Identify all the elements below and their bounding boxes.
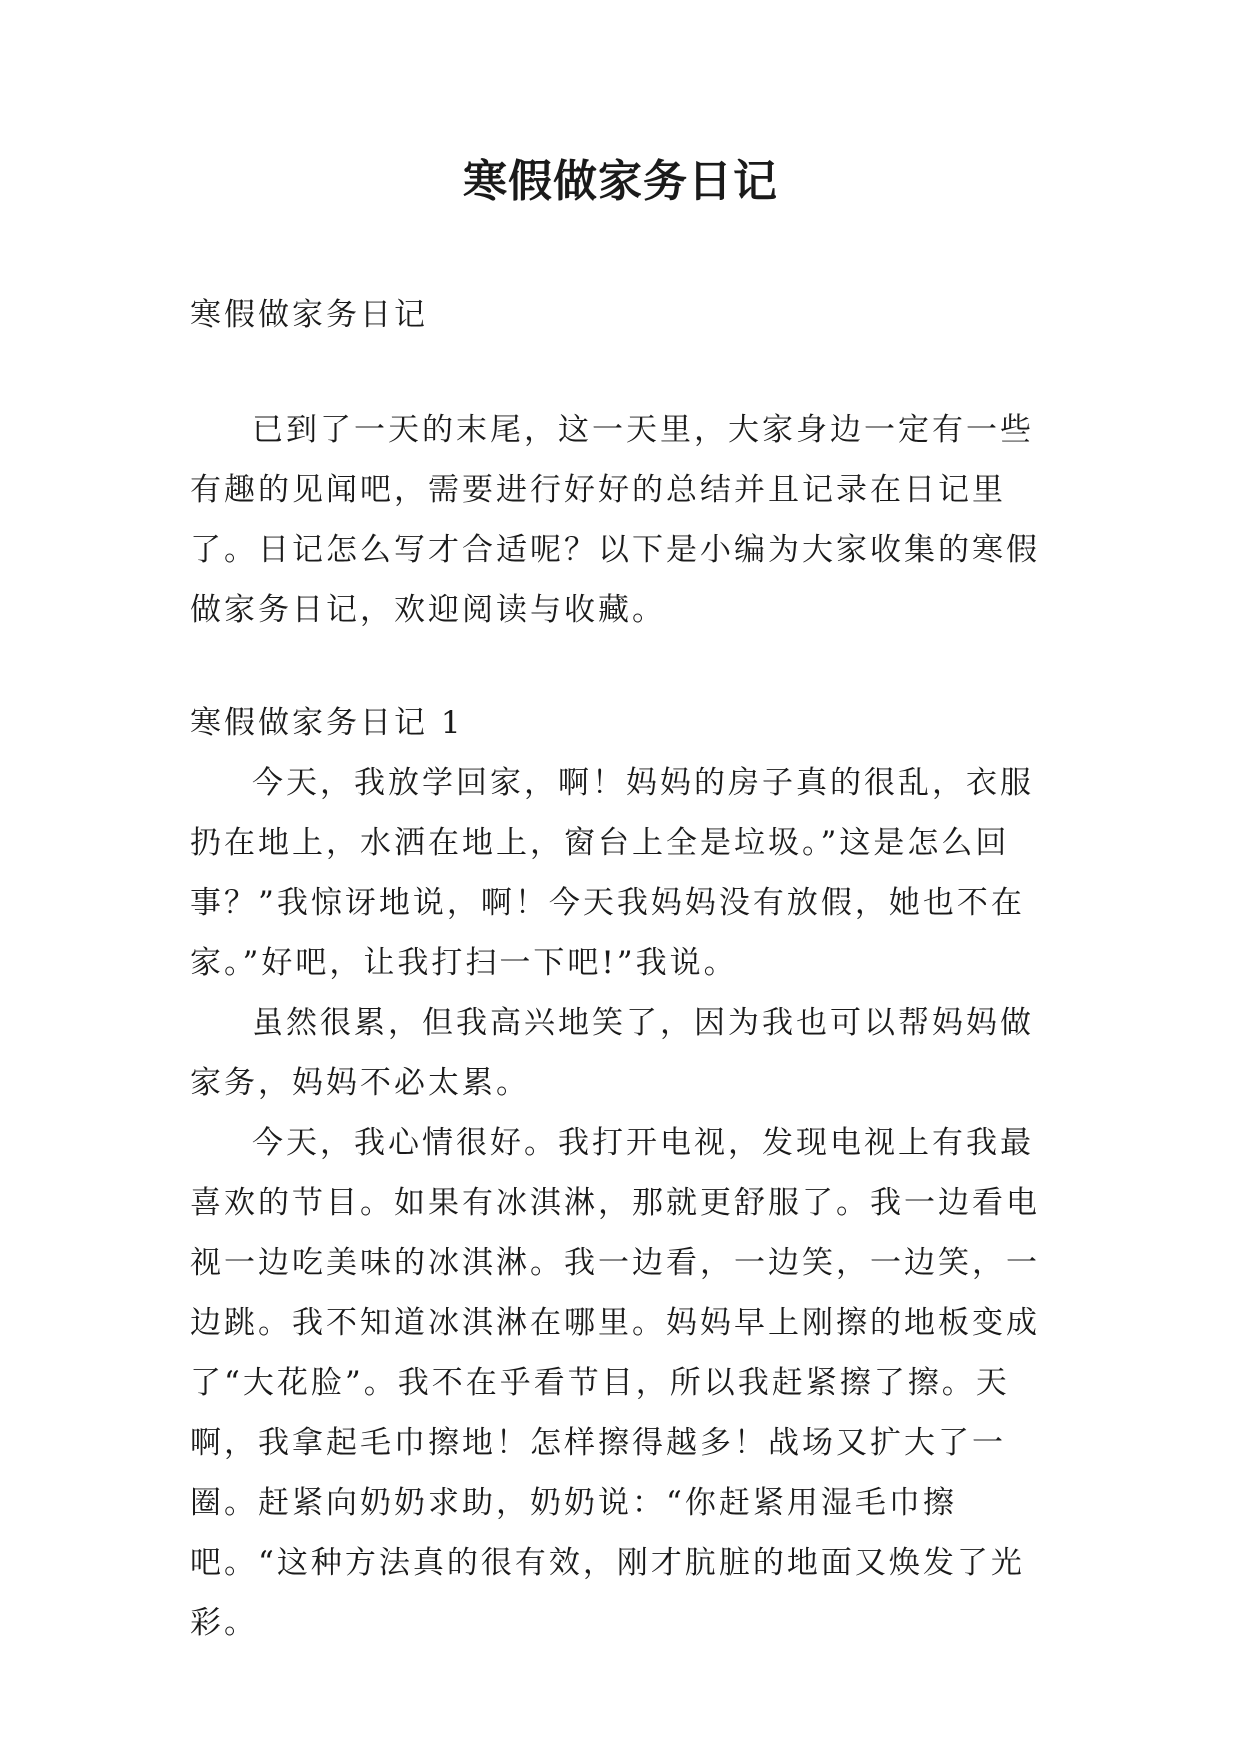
body-paragraph: 今天，我心情很好。我打开电视，发现电视上有我最喜欢的节目。如果有冰淇淋，那就更舒服了。我一边看电视一边吃美味的冰淇淋。我一边看，一边笑，一边笑，一边跳。我不知道冰淇淋在哪里。妈妈早上刚擦的地板变成了“大花脸”。我不在乎看节目，所以我赶紧擦了擦。天啊，我拿起毛巾擦地！怎样擦得越多！战场又扩大了一圈。赶紧向奶奶求助，奶奶说：“你赶紧用湿毛巾擦吧。“这种方法真的很有效，刚才肮脏的地面又焕发了光彩。 xyxy=(190,1125,1040,1641)
section-body xyxy=(190,753,1060,1653)
body-paragraph: 虽然很累，但我高兴地笑了，因为我也可以帮妈妈做家务，妈妈不必太累。 xyxy=(190,1005,1034,1101)
section-heading: 寒假做家务日记 1 xyxy=(190,705,464,741)
body-paragraph: 今天，我放学回家，啊！妈妈的房子真的很乱，衣服扔在地上，水洒在地上，窗台上全是垃圾。”这是怎么回事？”我惊讶地说，啊！今天我妈妈没有放假，她也不在家。”好吧，让我打扫一下吧!”我说。 xyxy=(190,765,1034,981)
document-title: 寒假做家务日记 xyxy=(463,156,778,207)
intro-paragraph: 已到了一天的末尾，这一天里，大家身边一定有一些有趣的见闻吧，需要进行好好的总结并且记录在日记里了。日记怎么写才合适呢？以下是小编为大家收集的寒假做家务日记，欢迎阅读与收藏。 xyxy=(190,412,1040,628)
subtitle-heading: 寒假做家务日记 xyxy=(190,297,428,333)
